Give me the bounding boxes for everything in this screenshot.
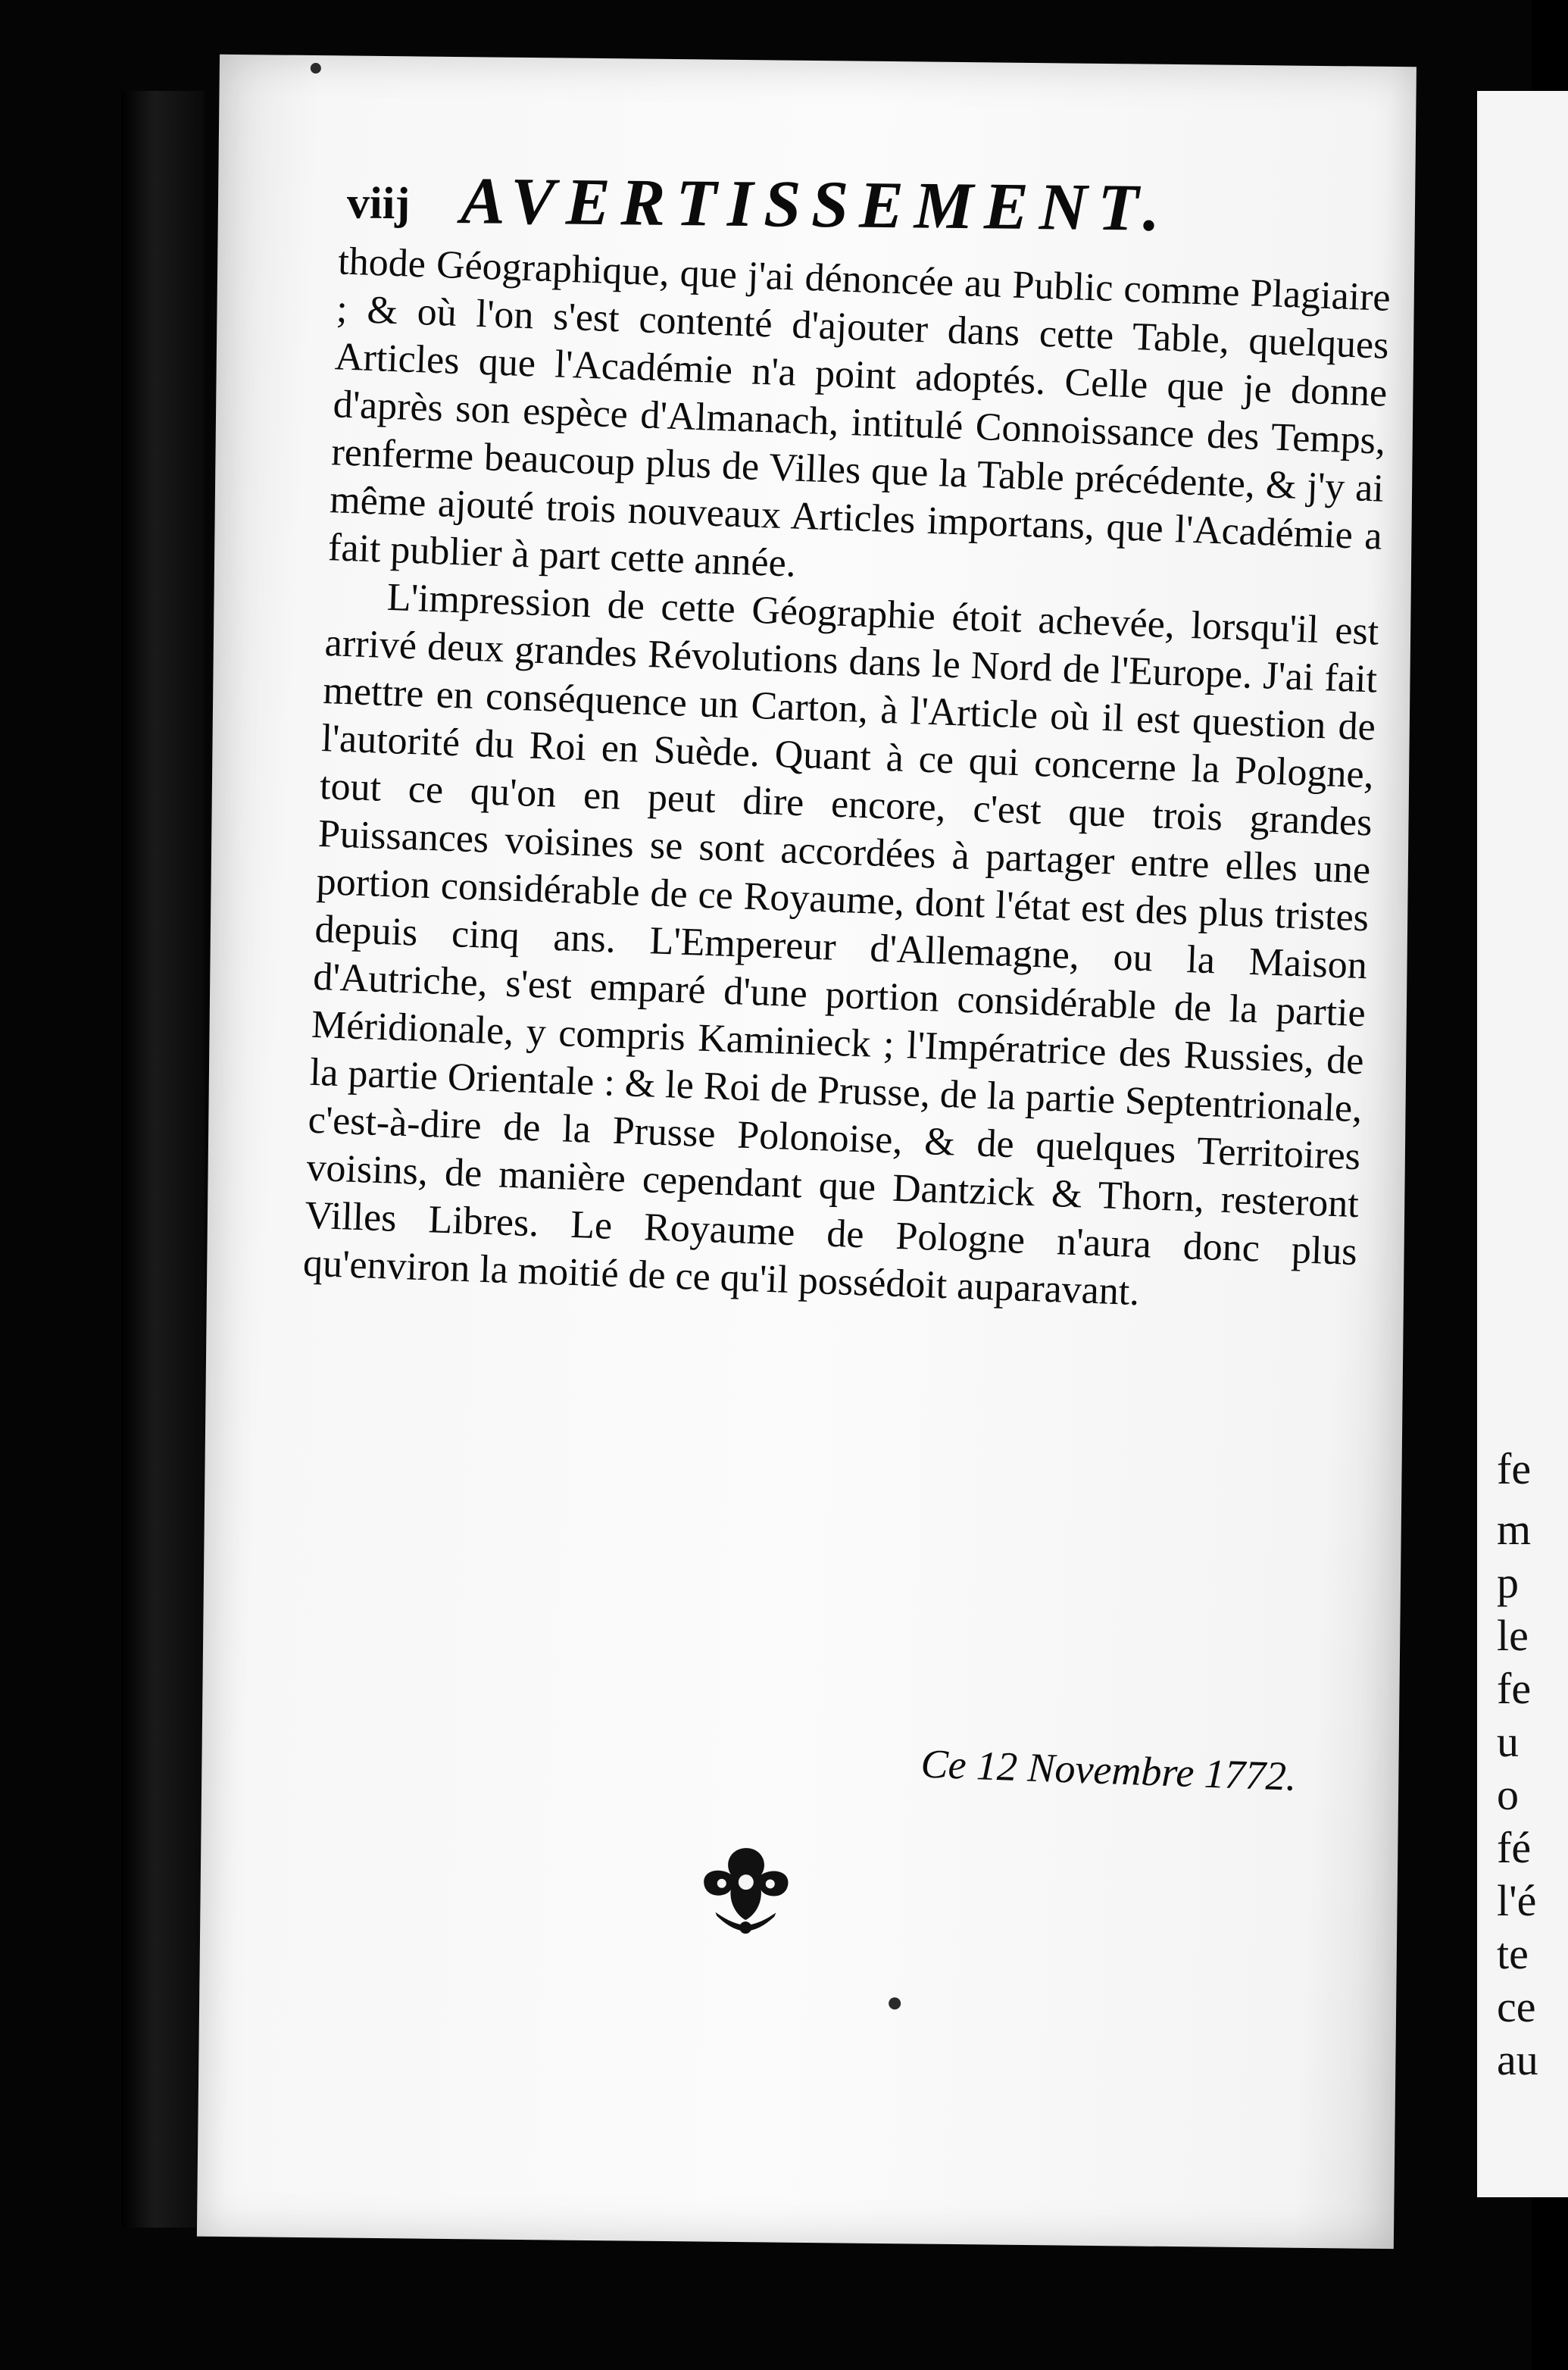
paragraph-1: thode Géographique, que j'ai dénoncée au Public comme Plagiaire ; & où l'on s'est contenté d'ajouter dans cette Table, quelques Articles que l'Académie n'a point adoptés. Celle que je donne d'après son espèce d'Almanach, intitulé Connoissance des Temps, renferme beaucoup plus de Villes que la Table précédente, & j'y ai même ajouté trois nouveaux Articles importans, que l'Académie a fait publier à part cette année.: [327, 239, 1392, 586]
paragraph-2: L'impression de cette Géographie étoit achevée, lorsqu'il est arrivé deux grandes Révolutions dans le Nord de l'Europe. J'ai fait mettre en conséquence un Carton, à l'Article où il est question de l'autorité du Roi en Suède. Quant à ce qui concerne la Pologne, tout ce qu'on en peut dire encore, c'est que trois grandes Puissances voisines se sont accordées à partager entre elles une portion considérable de ce Royaume, dont l'état est des plus tristes depuis cinq ans. L'Empereur d'Allemagne, ou la Maison d'Autriche, s'est emparé d'une portion considérable de la partie Méridionale, y compris Kaminieck ; l'Impératrice des Russies, de la partie Orientale : & le Roi de Prusse, de la partie Septentrionale, c'est-à-dire de la Prusse Polonoise, & de quelques Territoires voisins, de manière cependant que Dantzick & Thorn, resteront Villes Libres. Le Royaume de Pologne n'aura donc plus qu'environ la moitié de ce qu'il possédoit auparavant.: [302, 575, 1380, 1315]
facing-page-fragment: ce: [1497, 1982, 1536, 2031]
facing-page-fragment: au: [1497, 2035, 1538, 2084]
fleuron-ornament-icon: [685, 1840, 807, 1940]
facing-page-fragment: l'é: [1497, 1876, 1537, 1925]
facing-page-fragment: le: [1497, 1611, 1529, 1660]
facing-page-fragment: fé: [1497, 1823, 1532, 1872]
facing-page-fragment: u: [1497, 1717, 1519, 1766]
facing-page-fragment: te: [1497, 1929, 1529, 1978]
facing-page-fragment: o: [1497, 1770, 1519, 1819]
facing-page-edge: [1477, 91, 1568, 2197]
binding-gutter: [121, 91, 205, 2228]
book-page: [197, 55, 1417, 2249]
dateline: Ce 12 Novembre 1772.: [920, 1740, 1298, 1799]
page-title: AVERTISSEMENT.: [460, 164, 1171, 245]
facing-page-fragment: fe: [1497, 1444, 1532, 1493]
facing-page-fragment: fe: [1497, 1664, 1532, 1713]
facing-page-fragment: m: [1497, 1505, 1532, 1554]
body-text: [302, 237, 1392, 1324]
page-number: viij: [346, 177, 411, 229]
dust-speck: [311, 63, 321, 73]
running-head: [346, 161, 1407, 256]
dust-speck: [889, 1997, 901, 2009]
facing-page-fragment: p: [1497, 1558, 1519, 1607]
